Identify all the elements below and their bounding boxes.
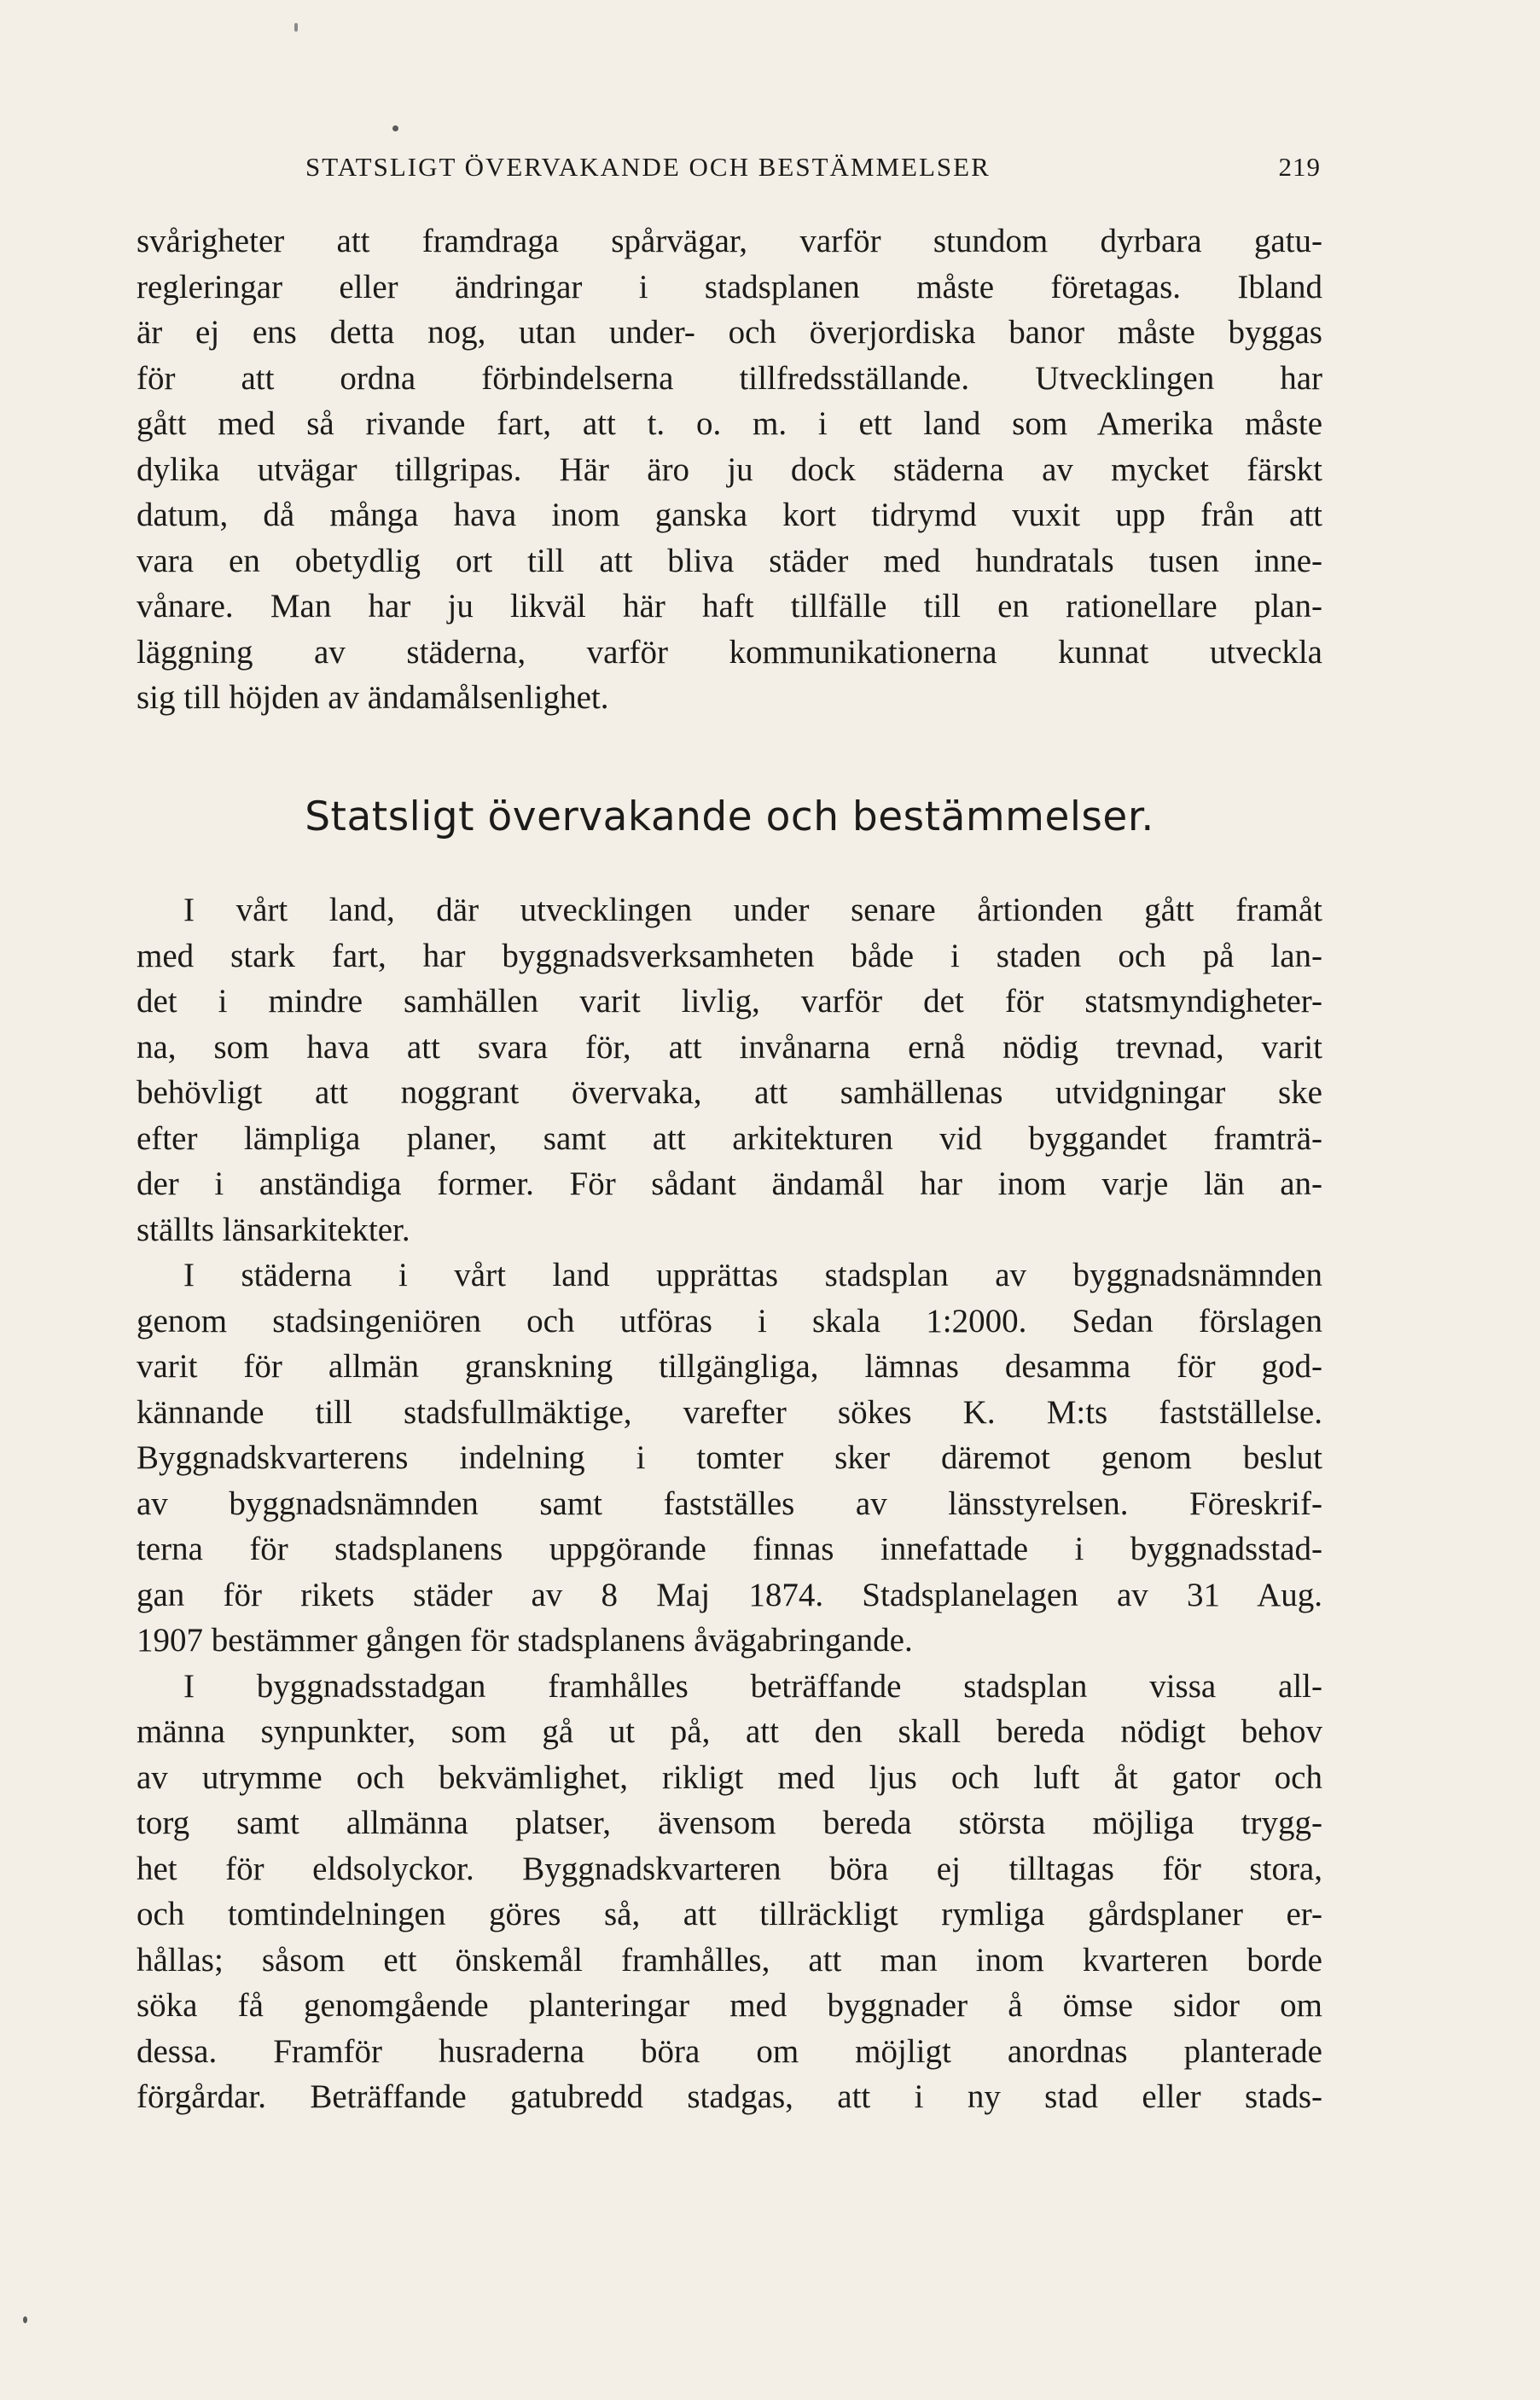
text-line: efter lämpliga planer, samt att arkitekturen vid byggandet framträ-: [137, 1119, 1322, 1157]
text-line: torg samt allmänna platser, ävensom bereda största möjliga trygg-: [137, 1804, 1322, 1841]
text-line: dylika utvägar tillgripas. Här äro ju dock städerna av mycket färskt: [137, 450, 1322, 488]
text-line: dessa. Framför husraderna böra om möjligt anordnas planterade: [137, 2032, 1322, 2070]
text-line: regleringar eller ändringar i stadsplanen måste företagas. Ibland: [137, 268, 1322, 305]
section-heading: Statsligt övervakande och bestämmelser.: [305, 793, 1154, 840]
text-line: förgårdar. Beträffande gatubredd stadgas, att i ny stad eller stads-: [137, 2078, 1322, 2115]
text-line: het för eldsolyckor. Byggnadskvarteren böra ej tilltagas för stora,: [137, 1850, 1322, 1887]
running-title: STATSLIGT ÖVERVAKANDE OCH BESTÄMMELSER: [305, 152, 991, 182]
paragraph-1: [137, 218, 1322, 721]
text-line: sig till höjden av ändamålsenlighet.: [137, 679, 609, 716]
text-line: det i mindre samhällen varit livlig, varför det för statsmyndigheter-: [137, 983, 1322, 1020]
text-line: kännande till stadsfullmäktige, varefter sökes K. M:ts fastställelse.: [137, 1393, 1322, 1431]
text-line: I byggnadsstadgan framhålles beträffande stadsplan vissa all-: [183, 1667, 1322, 1705]
print-speck: [23, 2316, 27, 2323]
text-line: och tomtindelningen göres så, att tillräckligt rymliga gårdsplaner er-: [137, 1896, 1322, 1932]
text-line: genom stadsingeniören och utföras i skala 1:2000. Sedan förslagen: [137, 1302, 1322, 1339]
text-line: datum, då många hava inom ganska kort tidrymd vuxit upp från att: [137, 497, 1322, 533]
text-line: terna för stadsplanens uppgörande finnas innefattade i byggnadsstad-: [137, 1531, 1322, 1567]
text-line: vara en obetydlig ort till att bliva städer med hundratals tusen inne-: [137, 542, 1322, 579]
text-line: Byggnadskvarterens indelning i tomter sker däremot genom beslut: [137, 1439, 1322, 1476]
text-line: av byggnadsnämnden samt fastställes av länsstyrelsen. Föreskrif-: [137, 1485, 1322, 1522]
text-line: av utrymme och bekvämlighet, rikligt med ljus och luft åt gator och: [137, 1758, 1322, 1796]
text-line: för att ordna förbindelserna tillfredsställande. Utvecklingen har: [137, 359, 1322, 397]
text-line: der i anständiga former. För sådant ändamål har inom varje län an-: [137, 1165, 1322, 1202]
text-line: I vårt land, där utvecklingen under senare årtionden gått framåt: [183, 892, 1322, 928]
text-line: söka få genomgående planteringar med byggnader å ömse sidor om: [137, 1987, 1322, 2024]
text-line: I städerna i vårt land upprättas stadsplan av byggnadsnämnden: [183, 1257, 1322, 1293]
text-line: läggning av städerna, varför kommunikationerna kunnat utveckla: [137, 633, 1322, 671]
text-line: är ej ens detta nog, utan under- och överjordiska banor måste byggas: [137, 314, 1322, 351]
text-line: männa synpunkter, som gå ut på, att den skall bereda nödigt behov: [137, 1713, 1322, 1750]
text-line: behövligt att noggrant övervaka, att samhällenas utvidgningar ske: [137, 1074, 1322, 1111]
running-header: [305, 152, 1321, 195]
text-line: gan för rikets städer av 8 Maj 1874. Stadsplanelagen av 31 Aug.: [137, 1576, 1322, 1613]
print-speck: [392, 125, 398, 131]
text-line: svårigheter att framdraga spårvägar, varför stundom dyrbara gatu-: [137, 223, 1322, 259]
text-line: vånare. Man har ju likväl här haft tillfälle till en rationellare plan-: [137, 588, 1322, 625]
text-line: ställts länsarkitekter.: [137, 1211, 410, 1248]
body-text: [137, 887, 1322, 2120]
text-line: 1907 bestämmer gången för stadsplanens åvägabringande.: [137, 1622, 913, 1659]
print-speck: [294, 23, 298, 32]
text-line: na, som hava att svara för, att invånarna ernå nödig trevnad, varit: [137, 1028, 1322, 1066]
text-line: varit för allmän granskning tillgängliga, lämnas desamma för god-: [137, 1348, 1322, 1385]
text-line: gått med så rivande fart, att t. o. m. i ett land som Amerika måste: [137, 405, 1322, 442]
text-line: med stark fart, har byggnadsverksamheten både i staden och på lan-: [137, 937, 1322, 974]
page-number: 219: [1278, 152, 1321, 182]
text-line: hållas; såsom ett önskemål framhålles, att man inom kvarteren borde: [137, 1941, 1322, 1979]
